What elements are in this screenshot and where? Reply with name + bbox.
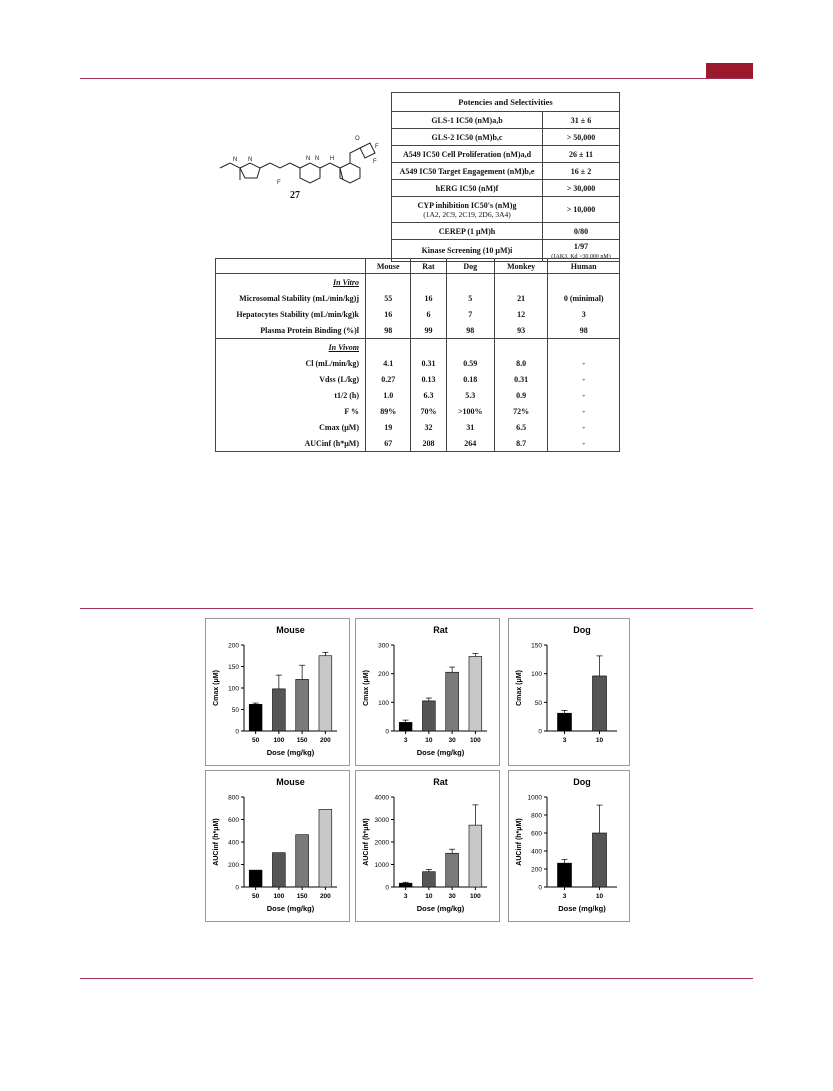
chart-panel-cmax-mouse: [205, 618, 350, 766]
x-axis-label: Dose (mg/kg): [558, 904, 606, 913]
pk-cell: 8.7: [494, 435, 548, 452]
x-axis-label: Dose (mg/kg): [416, 904, 465, 913]
pk-row-label: Cl (mL/min/kg): [216, 355, 366, 371]
x-tick-label: 10: [425, 737, 433, 744]
chart-title: Dog: [573, 777, 591, 787]
x-tick-label: 100: [469, 737, 481, 744]
pk-cell-empty: [446, 274, 494, 291]
x-tick-label: 10: [595, 893, 604, 900]
y-tick-label: 50: [534, 699, 542, 707]
pk-cell: 55: [366, 290, 411, 306]
x-tick-label: 100: [273, 893, 285, 900]
pk-cell-empty: [548, 274, 620, 291]
y-tick-label: 4000: [374, 794, 389, 802]
y-tick-label: 200: [228, 862, 239, 869]
bar: [296, 835, 309, 887]
y-axis-label: AUCinf (h*μM): [213, 818, 220, 866]
pk-table: [215, 258, 620, 452]
y-tick-label: 0: [385, 884, 389, 892]
pk-cell-empty: [366, 274, 411, 291]
pk-cell: 21: [494, 290, 548, 306]
pk-cell: 6.3: [411, 387, 446, 403]
pk-cell: 72%: [494, 403, 548, 419]
x-tick-label: 3: [403, 737, 408, 744]
bar: [422, 872, 435, 887]
potency-label: CEREP (1 μM)h: [392, 223, 543, 240]
pk-cell: 31: [446, 419, 494, 435]
y-axis-label: AUCinf (h*μM): [516, 818, 523, 866]
bar: [593, 833, 607, 887]
potency-label: GLS-1 IC50 (nM)a,b: [392, 112, 543, 129]
chart-cmax-mouse: [206, 619, 349, 765]
pk-cell: -: [548, 403, 620, 419]
page-tab: [706, 63, 753, 78]
pk-cell: 5.3: [446, 387, 494, 403]
chart-panel-auc-dog: [508, 770, 630, 922]
pk-cell-empty: [494, 339, 548, 356]
pk-cell: 208: [411, 435, 446, 452]
bar: [319, 656, 332, 731]
potency-table: [391, 92, 620, 262]
potency-value: > 30,000: [543, 180, 620, 197]
y-tick-label: 400: [228, 839, 239, 847]
chart-auc-mouse: [206, 771, 349, 921]
pk-cell: 3: [548, 306, 620, 322]
top-rule: [80, 78, 753, 79]
svg-text:F: F: [277, 180, 281, 186]
chart-panel-cmax-dog: [508, 618, 630, 766]
bottom-rule: [80, 978, 753, 979]
pk-section-label: In Vitro: [216, 274, 366, 291]
chart-title: Dog: [573, 625, 591, 635]
potency-value: 26 ± 11: [543, 146, 620, 163]
y-tick-label: 3000: [374, 817, 389, 824]
x-tick-label: 200: [319, 893, 331, 900]
x-tick-label: 150: [296, 737, 308, 744]
potency-value: > 50,000: [543, 129, 620, 146]
pk-row-label: F %: [216, 403, 366, 419]
y-tick-label: 50: [231, 707, 239, 714]
pk-cell: 8.0: [494, 355, 548, 371]
y-tick-label: 800: [228, 794, 239, 802]
pk-row-label: Hepatocytes Stability (mL/min/kg)k: [216, 306, 366, 322]
compound-label: 27: [290, 190, 300, 201]
potency-table-header: Potencies and Selectivities: [392, 93, 620, 112]
y-tick-label: 200: [531, 866, 542, 874]
x-tick-label: 3: [403, 893, 408, 900]
x-tick-label: 50: [252, 737, 260, 744]
pk-row-label: Microsomal Stability (mL/min/kg)j: [216, 290, 366, 306]
pk-row-label: Vdss (L/kg): [216, 371, 366, 387]
y-tick-label: 0: [538, 884, 542, 892]
pk-cell: 264: [446, 435, 494, 452]
x-tick-label: 100: [469, 893, 481, 900]
pk-cell: 0.27: [366, 371, 411, 387]
pk-cell: -: [548, 355, 620, 371]
pk-cell: 5: [446, 290, 494, 306]
svg-text:N: N: [233, 157, 238, 163]
pk-cell: -: [548, 371, 620, 387]
x-tick-label: 50: [252, 893, 260, 900]
x-tick-label: 30: [448, 893, 456, 900]
potency-label: GLS-2 IC50 (nM)b,c: [392, 129, 543, 146]
x-tick-label: 10: [595, 737, 604, 744]
svg-text:H: H: [330, 156, 335, 162]
pk-cell: 4.1: [366, 355, 411, 371]
bar: [422, 701, 435, 731]
bar: [272, 853, 285, 887]
pk-col-header: [216, 259, 366, 274]
x-axis-label: Dose (mg/kg): [416, 748, 465, 757]
pk-row-label: AUCinf (h*μM): [216, 435, 366, 452]
y-tick-label: 200: [228, 642, 239, 650]
chart-auc-dog: [509, 771, 629, 921]
chart-auc-rat: [356, 771, 499, 921]
pk-col-header: Rat: [411, 259, 446, 274]
svg-text:O: O: [355, 136, 360, 142]
chart-title: Rat: [433, 777, 448, 787]
y-tick-label: 0: [235, 884, 239, 892]
pk-cell-empty: [494, 274, 548, 291]
x-axis-label: Dose (mg/kg): [266, 904, 315, 913]
y-tick-label: 200: [378, 671, 389, 679]
y-tick-label: 100: [378, 699, 389, 707]
y-axis-label: Cmax (μM): [516, 670, 523, 706]
chart-cmax-rat: [356, 619, 499, 765]
pk-section-label: In Vivom: [216, 339, 366, 356]
y-axis-label: Cmax (μM): [363, 670, 370, 706]
chart-panel-cmax-rat: [355, 618, 500, 766]
bar: [446, 672, 459, 731]
pk-cell: 99: [411, 322, 446, 339]
bar: [399, 722, 412, 731]
x-tick-label: 200: [319, 737, 331, 744]
pk-cell-empty: [366, 339, 411, 356]
y-tick-label: 150: [531, 642, 542, 650]
svg-text:F: F: [373, 159, 377, 165]
potency-value: 31 ± 6: [543, 112, 620, 129]
pk-cell: 19: [366, 419, 411, 435]
x-tick-label: 10: [425, 893, 433, 900]
bar: [399, 883, 412, 887]
pk-cell: 0.31: [411, 355, 446, 371]
pk-cell: 93: [494, 322, 548, 339]
potency-label: [392, 197, 543, 223]
pk-cell: 0.18: [446, 371, 494, 387]
pk-cell: 7: [446, 306, 494, 322]
chart-title: Rat: [433, 625, 448, 635]
potency-label: A549 IC50 Cell Proliferation (nM)a,d: [392, 146, 543, 163]
y-tick-label: 0: [538, 728, 542, 736]
chart-cmax-dog: [509, 619, 629, 765]
y-tick-label: 100: [228, 685, 239, 693]
chart-title: Mouse: [276, 625, 305, 635]
bar: [593, 676, 607, 731]
y-tick-label: 1000: [374, 862, 389, 869]
y-tick-label: 0: [235, 728, 239, 736]
middle-rule: [80, 608, 753, 609]
pk-cell: 70%: [411, 403, 446, 419]
pk-col-header: Dog: [446, 259, 494, 274]
pk-cell: -: [548, 419, 620, 435]
bar: [249, 870, 262, 887]
bar: [319, 809, 332, 887]
svg-text:F: F: [375, 144, 379, 150]
pk-cell: 12: [494, 306, 548, 322]
pk-row-label: t1/2 (h): [216, 387, 366, 403]
chart-panel-auc-mouse: [205, 770, 350, 922]
y-tick-label: 600: [228, 817, 239, 824]
pk-cell: 1.0: [366, 387, 411, 403]
pk-cell: 0.9: [494, 387, 548, 403]
cyp-label: CYP inhibition IC50's (nM)g: [417, 200, 517, 210]
chart-panel-auc-rat: [355, 770, 500, 922]
y-tick-label: 1000: [527, 794, 542, 802]
pk-row-label: Plasma Protein Binding (%)l: [216, 322, 366, 339]
kinase-value: 1/97: [573, 241, 589, 251]
bar: [558, 713, 572, 731]
svg-text:N: N: [248, 157, 253, 163]
pk-cell: 0 (minimal): [548, 290, 620, 306]
pk-cell: 89%: [366, 403, 411, 419]
pk-cell: 32: [411, 419, 446, 435]
pk-cell: 16: [411, 290, 446, 306]
svg-text:N: N: [315, 156, 320, 162]
potency-label: hERG IC50 (nM)f: [392, 180, 543, 197]
potency-label: A549 IC50 Target Engagement (nM)b,e: [392, 163, 543, 180]
svg-text:N: N: [306, 156, 311, 162]
x-tick-label: 3: [562, 737, 567, 744]
pk-col-header: Mouse: [366, 259, 411, 274]
pk-cell: >100%: [446, 403, 494, 419]
y-axis-label: Cmax (μM): [213, 670, 220, 706]
pk-cell: 98: [366, 322, 411, 339]
pk-cell: -: [548, 435, 620, 452]
pk-cell-empty: [411, 339, 446, 356]
pk-row-label: Cmax (μM): [216, 419, 366, 435]
pk-cell: 16: [366, 306, 411, 322]
potency-value: 0/80: [543, 223, 620, 240]
pk-cell: 67: [366, 435, 411, 452]
potency-value: 16 ± 2: [543, 163, 620, 180]
potency-label: Kinase Screening (10 μM)i: [392, 240, 543, 262]
pk-col-header: Human: [548, 259, 620, 274]
pk-cell: 98: [548, 322, 620, 339]
pk-cell-empty: [411, 274, 446, 291]
pk-cell: 6: [411, 306, 446, 322]
x-tick-label: 3: [562, 893, 567, 900]
x-tick-label: 150: [296, 893, 308, 900]
x-tick-label: 100: [273, 737, 285, 744]
y-tick-label: 100: [531, 671, 542, 679]
pk-cell-empty: [548, 339, 620, 356]
potency-value: > 10,000: [543, 197, 620, 223]
pk-cell: 98: [446, 322, 494, 339]
bar: [272, 689, 285, 731]
bar: [296, 679, 309, 731]
pk-cell: 0.59: [446, 355, 494, 371]
bar: [469, 656, 482, 731]
bar: [446, 853, 459, 887]
pk-cell: -: [548, 387, 620, 403]
kinase-subvalue: (JAK3, Kd >30,000 nM): [551, 253, 611, 260]
x-axis-label: Dose (mg/kg): [266, 748, 315, 757]
bar: [469, 825, 482, 887]
y-tick-label: 800: [531, 812, 542, 820]
x-tick-label: 30: [448, 737, 456, 744]
pk-cell: 0.31: [494, 371, 548, 387]
cyp-sublabel: (1A2, 2C9, 2C19, 2D6, 3A4): [423, 209, 511, 219]
chart-title: Mouse: [276, 777, 305, 787]
y-tick-label: 2000: [374, 839, 389, 847]
pk-col-header: Monkey: [494, 259, 548, 274]
y-tick-label: 400: [531, 848, 542, 856]
y-tick-label: 300: [378, 642, 389, 650]
y-tick-label: 150: [228, 664, 239, 671]
bar: [249, 704, 262, 731]
pk-cell-empty: [446, 339, 494, 356]
pk-cell: 0.13: [411, 371, 446, 387]
y-tick-label: 600: [531, 830, 542, 838]
bar: [558, 863, 572, 887]
y-axis-label: AUCinf (h*μM): [363, 818, 370, 866]
y-tick-label: 0: [385, 728, 389, 736]
pk-cell: 6.5: [494, 419, 548, 435]
